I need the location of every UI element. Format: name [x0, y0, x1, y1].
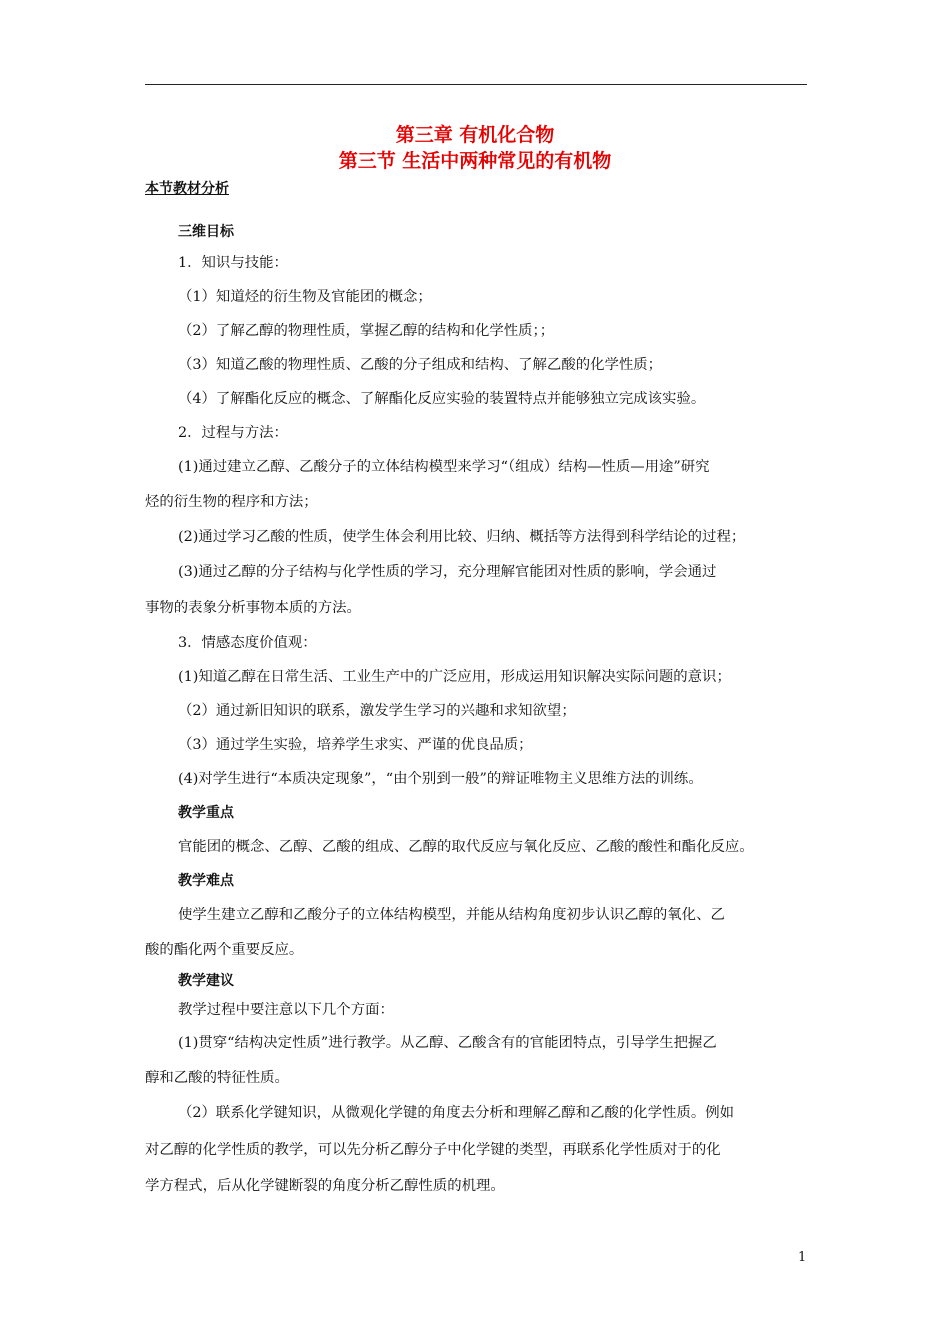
suggestions-intro: 教学过程中要注意以下几个方面：	[178, 1002, 394, 1018]
goals-heading: 三维目标	[178, 224, 234, 240]
difficulties-text: 使学生建立乙醇和乙酸分子的立体结构模型，并能从结构角度初步认识乙醇的氧化、乙	[178, 907, 725, 923]
analysis-heading: 本节教材分析	[145, 181, 229, 197]
process-item-3-cont: 事物的表象分析事物本质的方法。	[145, 600, 361, 616]
key-points-heading: 教学重点	[178, 805, 234, 821]
chapter-title: 第三章 有机化合物	[395, 124, 555, 146]
knowledge-item-3: （3）知道乙酸的物理性质、乙酸的分子组成和结构、了解乙酸的化学性质；	[178, 357, 663, 373]
difficulties-heading: 教学难点	[178, 873, 234, 889]
emotion-item-3: （3）通过学生实验，培养学生求实、严谨的优良品质；	[178, 737, 533, 753]
page-number: 1	[798, 1250, 807, 1265]
emotion-item-2: （2）通过新旧知识的联系，激发学生学习的兴趣和求知欲望；	[178, 703, 576, 719]
suggestions-heading: 教学建议	[178, 973, 234, 989]
suggestion-item-2: （2）联系化学键知识，从微观化学键的角度去分析和理解乙醇和乙酸的化学性质。例如	[178, 1105, 735, 1121]
emotion-item-4: (4)对学生进行“本质决定现象”，“由个别到一般”的辩证唯物主义思维方法的训练。	[178, 771, 703, 787]
suggestion-item-2-cont-1: 对乙醇的化学性质的教学，可以先分析乙醇分子中化学键的类型，再联系化学性质对于的化	[145, 1142, 721, 1158]
process-item-3: (3)通过乙醇的分子结构与化学性质的学习，充分理解官能团对性质的影响，学会通过	[178, 564, 717, 580]
suggestion-item-1-cont: 醇和乙酸的特征性质。	[145, 1070, 289, 1086]
process-item-1: (1)通过建立乙醇、乙酸分子的立体结构模型来学习“（组成）结构—性质—用途”研究	[178, 459, 710, 475]
emotion-heading: 3．情感态度价值观：	[178, 635, 317, 651]
header-rule	[145, 84, 807, 85]
knowledge-heading: 1．知识与技能：	[178, 255, 288, 271]
section-title: 第三节 生活中两种常见的有机物	[338, 150, 612, 172]
key-points-text: 官能团的概念、乙醇、乙酸的组成、乙醇的取代反应与氧化反应、乙酸的酸性和酯化反应。	[178, 839, 754, 855]
suggestion-item-1: (1)贯穿“结构决定性质”进行教学。从乙醇、乙酸含有的官能团特点，引导学生把握乙	[178, 1035, 717, 1051]
knowledge-item-1: （1）知道烃的衍生物及官能团的概念；	[178, 289, 432, 305]
process-item-1-cont: 烃的衍生物的程序和方法；	[145, 494, 318, 510]
process-heading: 2．过程与方法：	[178, 425, 288, 441]
knowledge-item-2: （2）了解乙醇的物理性质，掌握乙醇的结构和化学性质；；	[178, 323, 555, 339]
knowledge-item-4: （4）了解酯化反应的概念、了解酯化反应实验的装置特点并能够独立完成该实验。	[178, 391, 706, 407]
difficulties-text-cont: 酸的酯化两个重要反应。	[145, 942, 304, 958]
suggestion-item-2-cont-2: 学方程式，后从化学键断裂的角度分析乙醇性质的机理。	[145, 1178, 505, 1194]
emotion-item-1: (1)知道乙醇在日常生活、工业生产中的广泛应用，形成运用知识解决实际问题的意识；	[178, 669, 731, 685]
process-item-2: (2)通过学习乙酸的性质，使学生体会利用比较、归纳、概括等方法得到科学结论的过程；	[178, 529, 746, 545]
